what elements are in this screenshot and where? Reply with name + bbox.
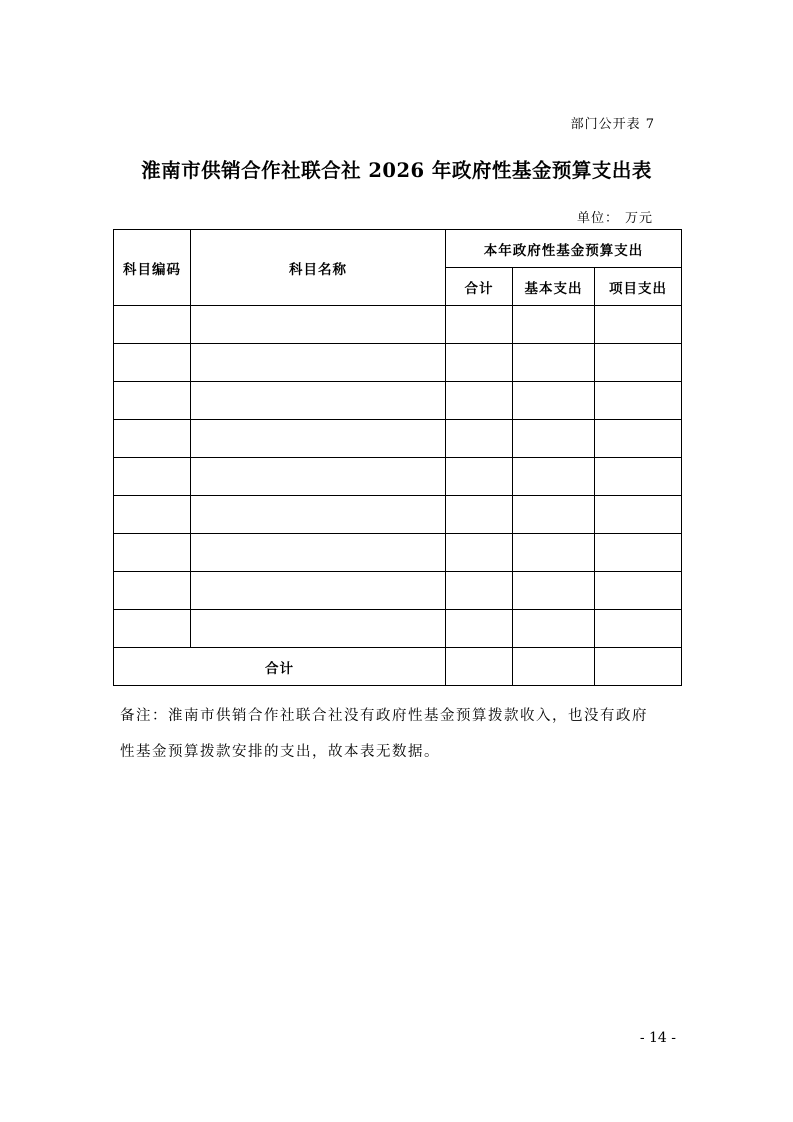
cell-code xyxy=(114,420,191,458)
cell-code xyxy=(114,496,191,534)
cell-name xyxy=(191,306,446,344)
header-current-year-fund-expenditure: 本年政府性基金预算支出 xyxy=(446,230,682,268)
footnote xyxy=(120,698,665,770)
cell-code xyxy=(114,534,191,572)
cell-basic xyxy=(513,534,595,572)
cell-project xyxy=(595,534,682,572)
unit-label xyxy=(577,207,653,226)
cell-name xyxy=(191,496,446,534)
cell-total xyxy=(446,496,513,534)
footnote-line-2: 性基金预算拨款安排的支出，故本表无数据。 xyxy=(120,744,440,760)
total-label: 合计 xyxy=(114,648,446,686)
table-row xyxy=(114,534,682,572)
cell-basic xyxy=(513,458,595,496)
cell-code xyxy=(114,458,191,496)
cell-total xyxy=(446,458,513,496)
cell-total xyxy=(446,572,513,610)
cell-name xyxy=(191,458,446,496)
cell-total xyxy=(446,344,513,382)
header-row-1 xyxy=(114,230,682,268)
total-cell-total xyxy=(446,648,513,686)
cell-name xyxy=(191,572,446,610)
cell-project xyxy=(595,420,682,458)
cell-total xyxy=(446,306,513,344)
table-row xyxy=(114,306,682,344)
page-number: - 14 - xyxy=(639,1030,676,1046)
unit-label-text: 单位： xyxy=(576,211,619,226)
cell-total xyxy=(446,534,513,572)
cell-total xyxy=(446,610,513,648)
table-row xyxy=(114,458,682,496)
header-subject-name: 科目名称 xyxy=(191,230,446,306)
table-row xyxy=(114,344,682,382)
table-row xyxy=(114,496,682,534)
table-row xyxy=(114,420,682,458)
table-number: 部门公开表 7 xyxy=(570,117,655,132)
table-row xyxy=(114,382,682,420)
cell-total xyxy=(446,382,513,420)
cell-project xyxy=(595,344,682,382)
cell-basic xyxy=(513,382,595,420)
cell-name xyxy=(191,344,446,382)
cell-project xyxy=(595,496,682,534)
header-basic-expenditure: 基本支出 xyxy=(513,268,595,306)
cell-code xyxy=(114,572,191,610)
cell-project xyxy=(595,572,682,610)
cell-code xyxy=(114,344,191,382)
fund-expenditure-table xyxy=(113,229,682,686)
cell-project xyxy=(595,382,682,420)
cell-project xyxy=(595,610,682,648)
cell-name xyxy=(191,610,446,648)
total-cell-project xyxy=(595,648,682,686)
table-row xyxy=(114,572,682,610)
cell-project xyxy=(595,458,682,496)
unit-value: 万元 xyxy=(624,211,653,226)
cell-project xyxy=(595,306,682,344)
footnote-line-1: 备注：淮南市供销合作社联合社没有政府性基金预算拨款收入，也没有政府 xyxy=(120,708,648,724)
header-subject-code: 科目编码 xyxy=(114,230,191,306)
cell-name xyxy=(191,534,446,572)
cell-basic xyxy=(513,306,595,344)
cell-name xyxy=(191,420,446,458)
page-title: 淮南市供销合作社联合社 2026 年政府性基金预算支出表 xyxy=(141,159,652,182)
cell-name xyxy=(191,382,446,420)
cell-basic xyxy=(513,572,595,610)
cell-code xyxy=(114,306,191,344)
cell-code xyxy=(114,610,191,648)
total-cell-basic xyxy=(513,648,595,686)
cell-basic xyxy=(513,344,595,382)
table-row xyxy=(114,610,682,648)
cell-basic xyxy=(513,420,595,458)
total-row xyxy=(114,648,682,686)
header-project-expenditure: 项目支出 xyxy=(595,268,682,306)
header-total: 合计 xyxy=(446,268,513,306)
cell-basic xyxy=(513,610,595,648)
cell-code xyxy=(114,382,191,420)
cell-basic xyxy=(513,496,595,534)
cell-total xyxy=(446,420,513,458)
